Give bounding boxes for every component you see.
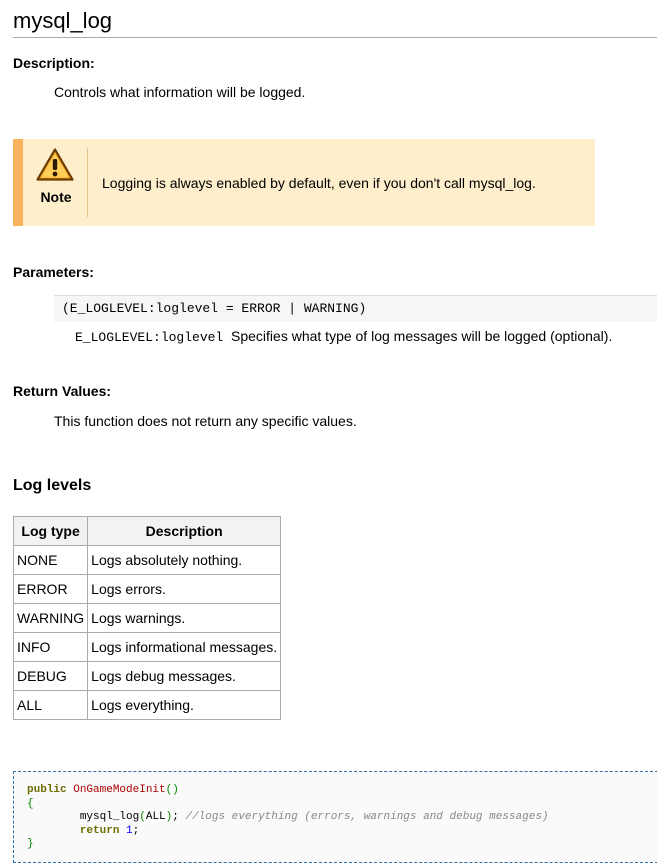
description-text: Controls what information will be logged. xyxy=(54,84,306,100)
parameter-description: Specifies what type of log messages will be logged (optional). xyxy=(231,328,613,344)
note-accent-bar xyxy=(13,139,23,226)
log-type-cell: NONE xyxy=(14,546,88,575)
return-values-text: This function does not return any specific values. xyxy=(54,413,357,429)
log-description-cell: Logs warnings. xyxy=(88,604,281,633)
table-row xyxy=(14,662,281,691)
title-divider xyxy=(13,37,657,38)
table-row xyxy=(14,546,281,575)
code-keyword-public: public xyxy=(27,784,67,796)
note-divider xyxy=(87,148,88,217)
code-example: public OnGameModeInit() { mysql_log(ALL); //logs everything (errors, warnings and debug messages) return 1; } xyxy=(27,784,549,850)
log-description-cell: Logs everything. xyxy=(88,691,281,720)
column-header-log-type: Log type xyxy=(14,517,88,546)
log-description-cell: Logs informational messages. xyxy=(88,633,281,662)
code-callback-name: OnGameModeInit xyxy=(73,784,166,796)
code-call-name: mysql_log xyxy=(79,811,140,823)
column-header-description: Description xyxy=(88,517,281,546)
parameters-signature: (E_LOGLEVEL:loglevel = ERROR | WARNING) xyxy=(62,301,367,316)
warning-icon xyxy=(36,148,74,181)
table-header-row xyxy=(14,517,281,546)
page-title: mysql_log xyxy=(13,8,113,33)
note-box xyxy=(13,139,595,226)
parameters-heading: Parameters: xyxy=(13,264,94,280)
code-comment: //logs everything (errors, warnings and debug messages) xyxy=(185,811,549,823)
log-type-cell: ERROR xyxy=(14,575,88,604)
description-heading: Description: xyxy=(13,55,95,71)
log-levels-heading: Log levels xyxy=(13,477,92,494)
code-call-arg: ALL xyxy=(145,811,166,823)
table-row xyxy=(14,575,281,604)
log-description-cell: Logs errors. xyxy=(88,575,281,604)
code-keyword-return: return xyxy=(79,824,120,837)
log-type-cell: INFO xyxy=(14,633,88,662)
table-row xyxy=(14,604,281,633)
log-levels-table xyxy=(13,516,281,720)
code-example-box xyxy=(13,771,657,863)
table-row xyxy=(14,633,281,662)
log-type-cell: ALL xyxy=(14,691,88,720)
table-row xyxy=(14,691,281,720)
parameter-name: E_LOGLEVEL:loglevel xyxy=(75,330,224,345)
parameter-row xyxy=(75,327,612,347)
log-type-cell: DEBUG xyxy=(14,662,88,691)
log-type-cell: WARNING xyxy=(14,604,88,633)
note-label: Note xyxy=(40,189,72,205)
log-description-cell: Logs debug messages. xyxy=(88,662,281,691)
code-return-value: 1 xyxy=(126,824,133,837)
parameters-signature-box xyxy=(54,295,657,322)
return-values-heading: Return Values: xyxy=(13,383,112,399)
log-description-cell: Logs absolutely nothing. xyxy=(88,546,281,575)
note-text: Logging is always enabled by default, even if you don't call mysql_log. xyxy=(102,175,536,191)
